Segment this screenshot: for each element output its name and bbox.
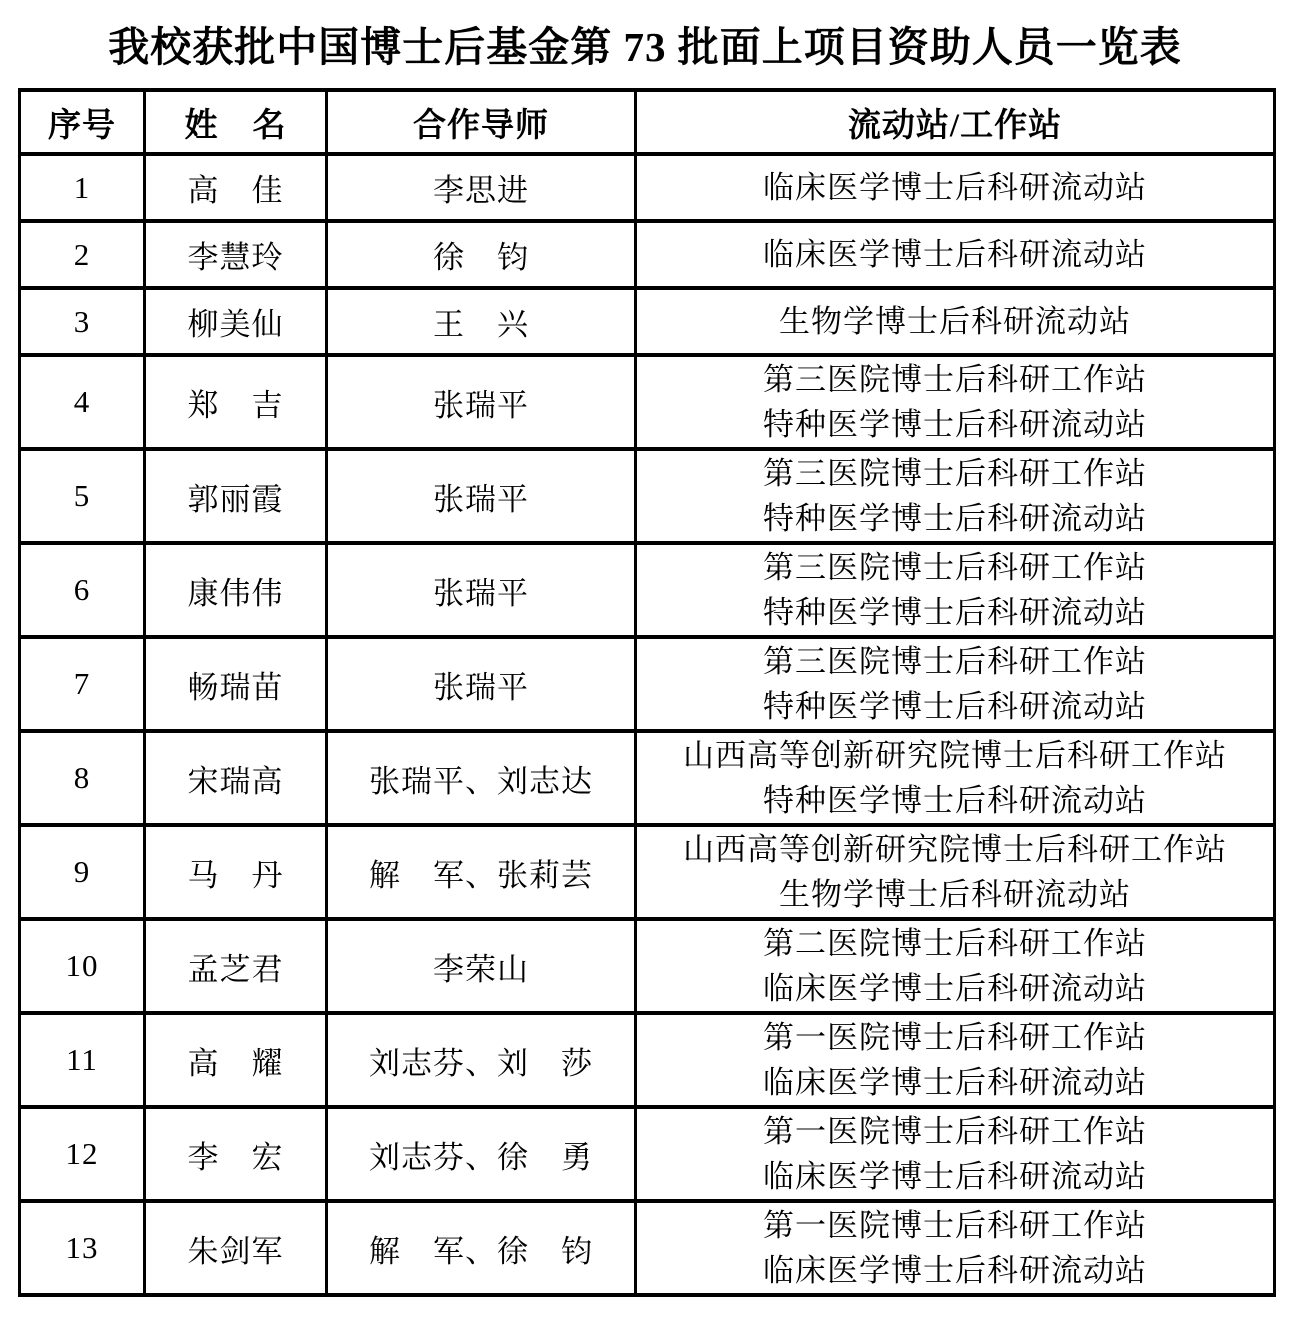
station-line: 特种医学博士后科研流动站 [763, 783, 1147, 818]
station-line: 第一医院博士后科研工作站 [763, 1020, 1147, 1055]
station-line: 临床医学博士后科研流动站 [763, 1159, 1147, 1194]
station-line: 山西高等创新研究院博士后科研工作站 [683, 832, 1227, 867]
station-cell [636, 1013, 1275, 1107]
table-row [20, 1013, 1275, 1107]
supervisor-cell: 张瑞平 [327, 355, 636, 449]
supervisor-cell: 张瑞平 [327, 543, 636, 637]
table-row [20, 154, 1275, 221]
station-line: 第三医院博士后科研工作站 [763, 644, 1147, 679]
supervisor-cell: 刘志芬、徐 勇 [327, 1107, 636, 1201]
station-cell [636, 221, 1275, 288]
serial-number-cell: 13 [20, 1201, 145, 1295]
table-row [20, 637, 1275, 731]
station-line: 第三医院博士后科研工作站 [763, 362, 1147, 397]
station-cell [636, 731, 1275, 825]
table-row [20, 543, 1275, 637]
supervisor-cell: 刘志芬、刘 莎 [327, 1013, 636, 1107]
serial-number-cell: 7 [20, 637, 145, 731]
station-line: 临床医学博士后科研流动站 [763, 971, 1147, 1006]
serial-number-cell: 9 [20, 825, 145, 919]
name-cell: 康伟伟 [145, 543, 327, 637]
name-cell: 马 丹 [145, 825, 327, 919]
station-line: 临床医学博士后科研流动站 [763, 1253, 1147, 1288]
station-line: 特种医学博士后科研流动站 [763, 407, 1147, 442]
header-row [20, 90, 1275, 154]
table-row [20, 355, 1275, 449]
name-cell: 宋瑞高 [145, 731, 327, 825]
station-cell [636, 154, 1275, 221]
serial-number-cell: 4 [20, 355, 145, 449]
serial-number-cell: 2 [20, 221, 145, 288]
station-cell [636, 1107, 1275, 1201]
name-cell: 郭丽霞 [145, 449, 327, 543]
serial-number-cell: 10 [20, 919, 145, 1013]
supervisor-cell: 解 军、徐 钧 [327, 1201, 636, 1295]
station-line: 临床医学博士后科研流动站 [763, 170, 1147, 205]
table-row [20, 1107, 1275, 1201]
table-row [20, 1201, 1275, 1295]
table-body [20, 154, 1275, 1295]
station-line: 特种医学博士后科研流动站 [763, 689, 1147, 724]
table-row [20, 919, 1275, 1013]
name-cell: 朱剑军 [145, 1201, 327, 1295]
table-header [20, 90, 1275, 154]
table-row [20, 288, 1275, 355]
station-cell [636, 825, 1275, 919]
name-cell: 柳美仙 [145, 288, 327, 355]
header-co-supervisor: 合作导师 [327, 90, 636, 154]
serial-number-cell: 8 [20, 731, 145, 825]
station-line: 山西高等创新研究院博士后科研工作站 [683, 738, 1227, 773]
name-cell: 高 佳 [145, 154, 327, 221]
header-serial-number: 序号 [20, 90, 145, 154]
station-line: 特种医学博士后科研流动站 [763, 501, 1147, 536]
station-line: 第二医院博士后科研工作站 [763, 926, 1147, 961]
name-cell: 孟芝君 [145, 919, 327, 1013]
table-row [20, 731, 1275, 825]
serial-number-cell: 6 [20, 543, 145, 637]
serial-number-cell: 3 [20, 288, 145, 355]
station-line: 第三医院博士后科研工作站 [763, 550, 1147, 585]
supervisor-cell: 李荣山 [327, 919, 636, 1013]
recipients-table [18, 88, 1276, 1297]
station-cell [636, 637, 1275, 731]
header-station: 流动站/工作站 [636, 90, 1275, 154]
station-line: 生物学博士后科研流动站 [779, 877, 1131, 912]
supervisor-cell: 李思进 [327, 154, 636, 221]
serial-number-cell: 5 [20, 449, 145, 543]
name-cell: 畅瑞苗 [145, 637, 327, 731]
station-cell [636, 919, 1275, 1013]
supervisor-cell: 徐 钧 [327, 221, 636, 288]
name-cell: 郑 吉 [145, 355, 327, 449]
serial-number-cell: 11 [20, 1013, 145, 1107]
serial-number-cell: 12 [20, 1107, 145, 1201]
station-line: 临床医学博士后科研流动站 [763, 237, 1147, 272]
supervisor-cell: 张瑞平 [327, 449, 636, 543]
station-line: 第一医院博士后科研工作站 [763, 1208, 1147, 1243]
station-cell [636, 543, 1275, 637]
supervisor-cell: 王 兴 [327, 288, 636, 355]
supervisor-cell: 张瑞平 [327, 637, 636, 731]
station-cell [636, 355, 1275, 449]
table-row [20, 221, 1275, 288]
supervisor-cell: 解 军、张莉芸 [327, 825, 636, 919]
station-line: 第一医院博士后科研工作站 [763, 1114, 1147, 1149]
station-cell [636, 1201, 1275, 1295]
station-line: 生物学博士后科研流动站 [779, 304, 1131, 339]
table-row [20, 449, 1275, 543]
name-cell: 李慧玲 [145, 221, 327, 288]
station-cell [636, 288, 1275, 355]
station-cell [636, 449, 1275, 543]
supervisor-cell: 张瑞平、刘志达 [327, 731, 636, 825]
name-cell: 李 宏 [145, 1107, 327, 1201]
station-line: 第三医院博士后科研工作站 [763, 456, 1147, 491]
table-row [20, 825, 1275, 919]
name-cell: 高 耀 [145, 1013, 327, 1107]
serial-number-cell: 1 [20, 154, 145, 221]
station-line: 临床医学博士后科研流动站 [763, 1065, 1147, 1100]
header-name: 姓 名 [145, 90, 327, 154]
station-line: 特种医学博士后科研流动站 [763, 595, 1147, 630]
page-title: 我校获批中国博士后基金第 73 批面上项目资助人员一览表 [108, 24, 1182, 70]
